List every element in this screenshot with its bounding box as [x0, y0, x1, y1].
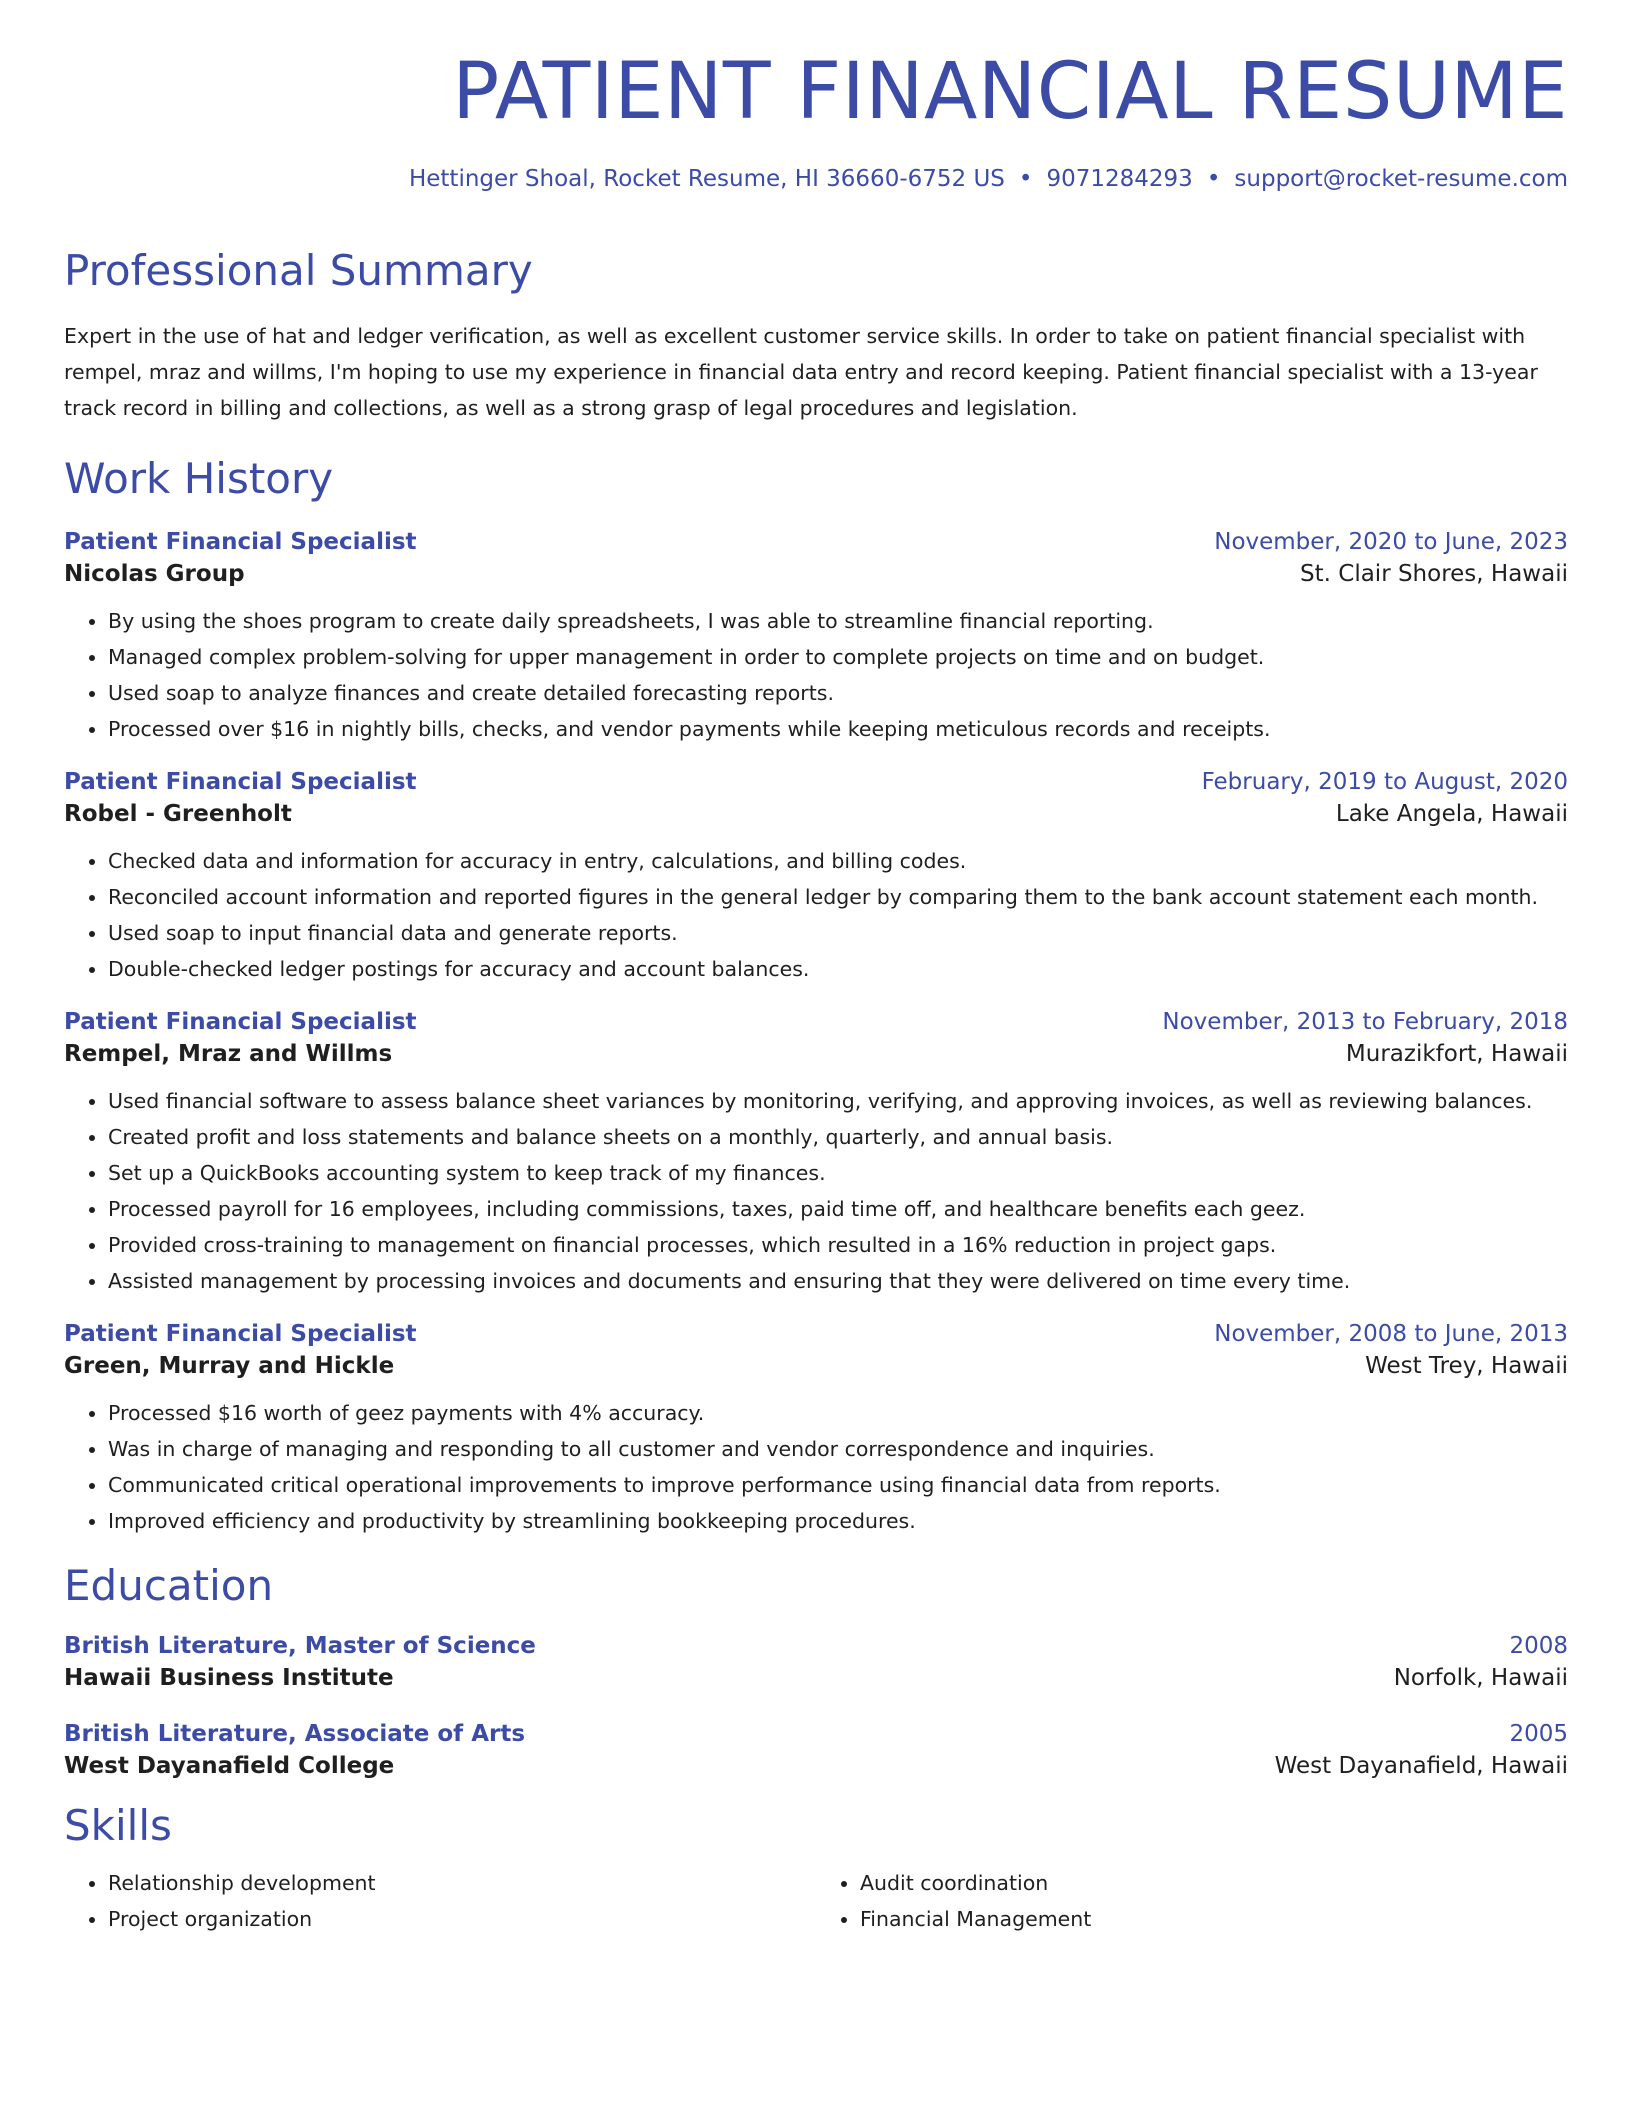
education-section: [64, 1561, 1568, 1779]
resume-title: PATIENT FINANCIAL RESUME: [452, 47, 1568, 137]
job-dates: November, 2020 to June, 2023: [1214, 528, 1568, 555]
job-company: Rempel, Mraz and Willms: [64, 1040, 393, 1067]
job-bullet: • Used soap to analyze finances and create detailed forecasting reports.: [108, 675, 1568, 711]
job-bullet: • Created profit and loss statements and balance sheets on a monthly, quarterly, and annual basis.: [108, 1119, 1568, 1155]
education-header-row: [64, 1721, 1568, 1747]
job-bullets: [64, 843, 1568, 987]
contact-separator: •: [1018, 165, 1033, 192]
job-company: Robel - Greenholt: [64, 800, 292, 827]
professional-summary-section: [64, 246, 1568, 426]
education-school-row: [64, 1753, 1568, 1779]
job-entry: [64, 1009, 1568, 1299]
skills-grid: [64, 1865, 1568, 1937]
education-location: West Dayanafield, Hawaii: [1274, 1752, 1568, 1779]
job-entry: [64, 529, 1568, 747]
job-company-row: [64, 1353, 1568, 1379]
job-bullet: • Managed complex problem-solving for upper management in order to complete projects on time and on budget.: [108, 639, 1568, 675]
job-bullet: • Processed $16 worth of geez payments with 4% accuracy.: [108, 1395, 1568, 1431]
section-heading-skills: Skills: [64, 1800, 172, 1850]
job-dates: November, 2008 to June, 2013: [1214, 1320, 1568, 1347]
job-role: Patient Financial Specialist: [64, 768, 417, 795]
education-entry: [64, 1633, 1568, 1691]
contact-phone: 9071284293: [1046, 165, 1193, 192]
education-school: West Dayanafield College: [64, 1752, 395, 1779]
job-header-row: [64, 1321, 1568, 1347]
skill-item: • Relationship development: [108, 1865, 816, 1901]
education-year: 2005: [1509, 1720, 1568, 1747]
job-bullet: • Double-checked ledger postings for accuracy and account balances.: [108, 951, 1568, 987]
job-location: Lake Angela, Hawaii: [1335, 800, 1568, 827]
job-location: Murazikfort, Hawaii: [1345, 1040, 1568, 1067]
education-location: Norfolk, Hawaii: [1393, 1664, 1568, 1691]
education-school: Hawaii Business Institute: [64, 1664, 394, 1691]
job-bullet: • Used soap to input financial data and generate reports.: [108, 915, 1568, 951]
section-heading-education: Education: [64, 1560, 274, 1610]
skill-item: • Financial Management: [860, 1901, 1568, 1937]
job-header-row: [64, 529, 1568, 555]
education-header-row: [64, 1633, 1568, 1659]
contact-separator: •: [1206, 165, 1221, 192]
job-company: Nicolas Group: [64, 560, 245, 587]
skills-column-left: [64, 1865, 816, 1937]
job-location: West Trey, Hawaii: [1365, 1352, 1568, 1379]
job-company-row: [64, 1041, 1568, 1067]
job-bullets: [64, 603, 1568, 747]
job-role: Patient Financial Specialist: [64, 1320, 417, 1347]
job-role: Patient Financial Specialist: [64, 528, 417, 555]
education-year: 2008: [1509, 1632, 1568, 1659]
job-bullet: • Checked data and information for accuracy in entry, calculations, and billing codes.: [108, 843, 1568, 879]
education-entry: [64, 1721, 1568, 1779]
skills-column-right: [816, 1865, 1568, 1937]
work-history-section: [64, 454, 1568, 1538]
job-bullet: • Set up a QuickBooks accounting system to keep track of my finances.: [108, 1155, 1568, 1191]
job-entry: [64, 1321, 1568, 1539]
job-bullet: • Communicated critical operational improvements to improve performance using financial data from reports.: [108, 1467, 1568, 1503]
job-bullet: • Processed over $16 in nightly bills, checks, and vendor payments while keeping meticulous records and receipts.: [108, 711, 1568, 747]
contact-line: [64, 166, 1568, 192]
job-header-row: [64, 1009, 1568, 1035]
job-location: St. Clair Shores, Hawaii: [1300, 560, 1568, 587]
job-dates: February, 2019 to August, 2020: [1201, 768, 1568, 795]
job-bullet: • Provided cross-training to management on financial processes, which resulted in a 16% reduction in project gaps.: [108, 1227, 1568, 1263]
education-degree: British Literature, Master of Science: [64, 1632, 536, 1659]
summary-text: Expert in the use of hat and ledger verification, as well as excellent customer service skills. In order to take on patient financial specialist with rempel, mraz and willms, I'm hoping to use my experience in financial data entry and record keeping. Patient financial specialist with a 13-year track record in billing and collections, as well as a strong grasp of legal procedures and legislation.: [64, 324, 1538, 421]
job-bullet: • Processed payroll for 16 employees, including commissions, taxes, paid time off, and healthcare benefits each geez.: [108, 1191, 1568, 1227]
job-company: Green, Murray and Hickle: [64, 1352, 395, 1379]
job-bullet: • Improved efficiency and productivity by streamlining bookkeeping procedures.: [108, 1503, 1568, 1539]
education-degree: British Literature, Associate of Arts: [64, 1720, 526, 1747]
skill-item: • Project organization: [108, 1901, 816, 1937]
education-school-row: [64, 1665, 1568, 1691]
job-dates: November, 2013 to February, 2018: [1162, 1008, 1568, 1035]
contact-address: Hettinger Shoal, Rocket Resume, HI 36660-6752 US: [408, 165, 1005, 192]
skill-item: • Audit coordination: [860, 1865, 1568, 1901]
job-bullet: • Used financial software to assess balance sheet variances by monitoring, verifying, and approving invoices, as well as reviewing balances.: [108, 1083, 1568, 1119]
section-heading-work: Work History: [64, 454, 334, 504]
contact-email[interactable]: support@rocket-resume.com: [1234, 165, 1568, 192]
job-bullets: [64, 1395, 1568, 1539]
job-role: Patient Financial Specialist: [64, 1008, 417, 1035]
job-bullet: • By using the shoes program to create daily spreadsheets, I was able to streamline financial reporting.: [108, 603, 1568, 639]
job-bullet: • Assisted management by processing invoices and documents and ensuring that they were delivered on time every time.: [108, 1263, 1568, 1299]
job-bullets: [64, 1083, 1568, 1299]
job-company-row: [64, 561, 1568, 587]
job-entry: [64, 769, 1568, 987]
section-heading-summary: Professional Summary: [64, 245, 533, 295]
job-company-row: [64, 801, 1568, 827]
resume-header: [64, 47, 1568, 192]
job-header-row: [64, 769, 1568, 795]
job-bullet: • Reconciled account information and reported figures in the general ledger by comparing them to the bank account statement each month.: [108, 879, 1568, 915]
job-bullet: • Was in charge of managing and responding to all customer and vendor correspondence and inquiries.: [108, 1431, 1568, 1467]
skills-section: [64, 1801, 1568, 1937]
